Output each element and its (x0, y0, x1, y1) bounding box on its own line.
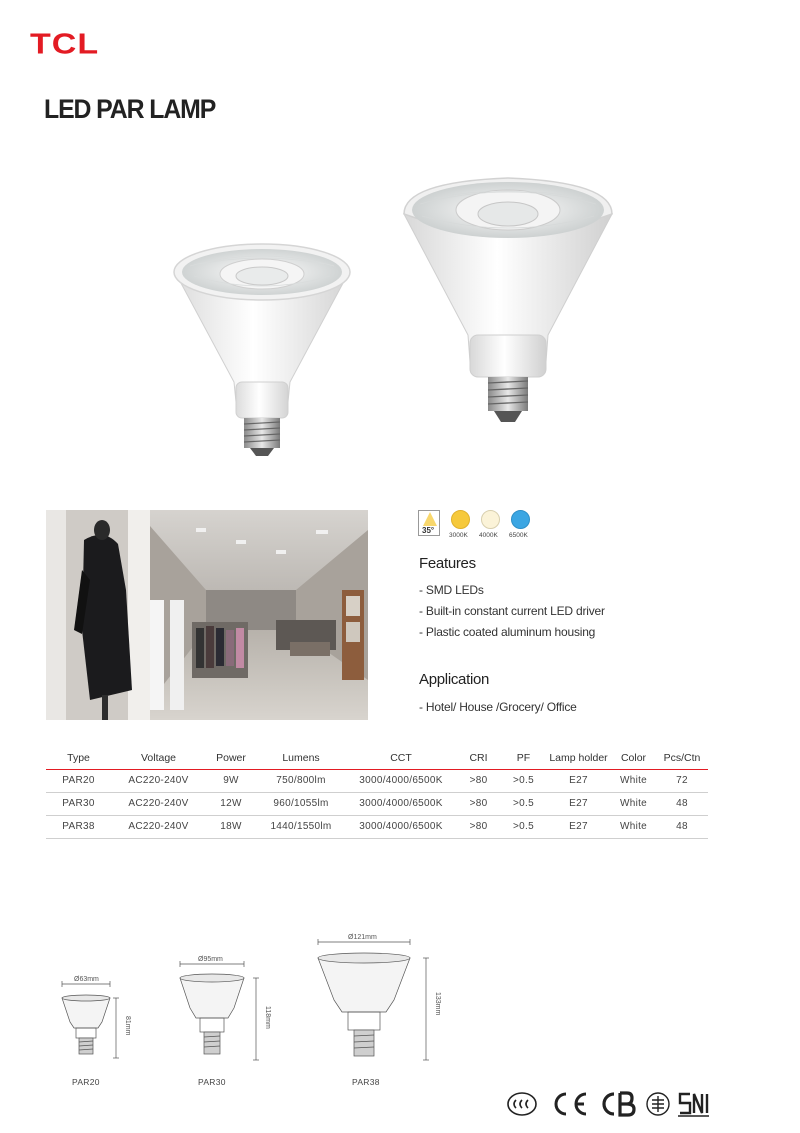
table-row (46, 792, 708, 815)
par38-lamp-image (400, 170, 616, 425)
store-interior-photo (46, 510, 368, 720)
ccc-mark-icon (508, 1093, 536, 1115)
nom-mark-icon (647, 1093, 669, 1115)
table-row (46, 769, 708, 792)
cell: 1440/1550lm (256, 815, 346, 838)
cct-3000k-dot (451, 510, 470, 529)
col-power: Power (206, 747, 256, 769)
cell: >80 (456, 792, 501, 815)
features-heading: Features (419, 555, 476, 572)
cell: White (611, 815, 656, 838)
cell: AC220-240V (111, 769, 206, 792)
cell: PAR30 (46, 792, 111, 815)
cct-6500k-label: 6500K (509, 532, 528, 539)
cb-mark-icon (604, 1093, 634, 1115)
cell: 3000/4000/6500K (346, 792, 456, 815)
beam-angle-icon (418, 510, 440, 536)
application-list (419, 697, 577, 718)
cell: E27 (546, 815, 611, 838)
spec-table (46, 747, 708, 839)
feature-item: - SMD LEDs (419, 583, 484, 597)
cct-legend (418, 510, 558, 544)
application-heading: Application (419, 671, 490, 688)
cell: AC220-240V (111, 815, 206, 838)
par20-drawing-label: PAR20 (72, 1077, 100, 1087)
sni-mark-icon (678, 1094, 709, 1116)
par30-dimension-drawing (172, 954, 272, 1072)
cell: 48 (656, 815, 708, 838)
features-list (419, 580, 605, 643)
par20-lamp-image (170, 242, 354, 457)
cell: >0.5 (501, 792, 546, 815)
par38-drawing-label: PAR38 (352, 1077, 380, 1087)
col-lamp-holder: Lamp holder (546, 747, 611, 769)
par30-height-label: 118mm (264, 1006, 271, 1029)
cell: 18W (206, 815, 256, 838)
col-cct: CCT (346, 747, 456, 769)
par20-height-label: 81mm (124, 1016, 131, 1036)
par20-diameter-label: Ø63mm (74, 976, 99, 983)
page-title: LED PAR LAMP (44, 94, 216, 124)
spec-table-header-row (46, 747, 708, 769)
ce-mark-icon (556, 1094, 586, 1114)
cell: 12W (206, 792, 256, 815)
cell: E27 (546, 769, 611, 792)
cell: 3000/4000/6500K (346, 815, 456, 838)
par38-dimension-drawing (312, 930, 444, 1072)
col-color: Color (611, 747, 656, 769)
cct-4000k-label: 4000K (479, 532, 498, 539)
par20-dimension-drawing (52, 972, 132, 1072)
cct-4000k-dot (481, 510, 500, 529)
cct-3000k-label: 3000K (449, 532, 468, 539)
col-lumens: Lumens (256, 747, 346, 769)
par38-diameter-label: Ø121mm (348, 934, 377, 941)
feature-item: - Plastic coated aluminum housing (419, 625, 596, 639)
cell: >80 (456, 815, 501, 838)
col-voltage: Voltage (111, 747, 206, 769)
par30-drawing-label: PAR30 (198, 1077, 226, 1087)
beam-angle-label: 35° (422, 526, 435, 535)
col-pf: PF (501, 747, 546, 769)
cell: 72 (656, 769, 708, 792)
cell: AC220-240V (111, 792, 206, 815)
col-cri: CRI (456, 747, 501, 769)
cell: PAR20 (46, 769, 111, 792)
brand-logo: TCL (30, 28, 100, 61)
par38-height-label: 133mm (434, 992, 441, 1016)
certification-marks (506, 1088, 716, 1118)
cell: >0.5 (501, 769, 546, 792)
cell: 750/800lm (256, 769, 346, 792)
cell: 3000/4000/6500K (346, 769, 456, 792)
cell: E27 (546, 792, 611, 815)
cell: White (611, 792, 656, 815)
cell: 48 (656, 792, 708, 815)
cell: White (611, 769, 656, 792)
col-type: Type (46, 747, 111, 769)
cct-6500k-dot (511, 510, 530, 529)
par30-diameter-label: Ø95mm (198, 956, 223, 963)
beam-cone-icon (419, 511, 441, 527)
table-row (46, 815, 708, 838)
cell: 9W (206, 769, 256, 792)
feature-item: - Built-in constant current LED driver (419, 604, 605, 618)
cell: >0.5 (501, 815, 546, 838)
cell: >80 (456, 769, 501, 792)
application-item: - Hotel/ House /Grocery/ Office (419, 700, 577, 714)
cell: PAR38 (46, 815, 111, 838)
col-pcs-ctn: Pcs/Ctn (656, 747, 708, 769)
cell: 960/1055lm (256, 792, 346, 815)
